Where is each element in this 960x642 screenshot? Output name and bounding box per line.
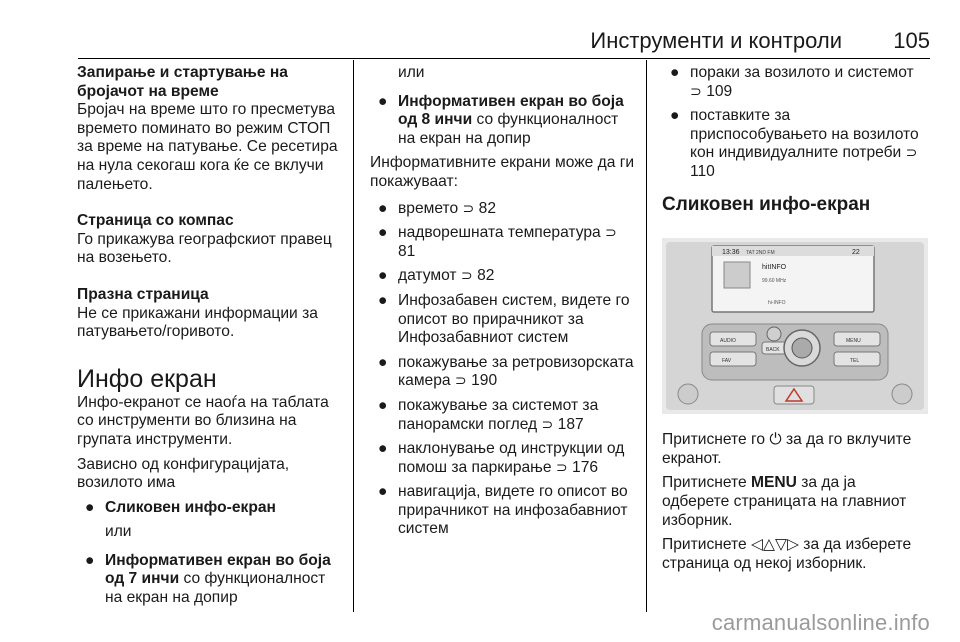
- press-menu-text: Притиснете MENU за да ја одберете страницата на главниот изборник.: [662, 474, 907, 529]
- list-item: ● поставките за приспособувањето на возилото кон индивидуалните потреби ⊃ 110: [670, 107, 919, 180]
- list-item: ● Информативен екран во боја од 8 инчи со функционалност на екран на допир: [378, 92, 624, 147]
- page-header: [0, 0, 960, 56]
- svg-text:AUDIO: AUDIO: [720, 337, 736, 344]
- page-ref-icon: ⊃: [462, 200, 479, 217]
- arrows-icon: ◁△▽▷: [750, 536, 799, 554]
- stopwatch-title: Запирање и стартување на бројачот на време: [77, 64, 288, 100]
- list-item: ● датумот ⊃ 82: [378, 267, 495, 285]
- svg-text:FAV: FAV: [722, 357, 732, 364]
- page-title: Инструменти и контроли: [590, 28, 842, 53]
- empty-page-text: Не се прикажани информации за патувањето/горивото.: [77, 304, 318, 341]
- list-item: ● Инфозабавен систем, видете го описот во прирачникот за Инфозабавниот систем: [378, 291, 630, 347]
- config-text: Зависно од конфигурацијата, возилото има: [77, 455, 290, 492]
- page-ref-icon: ⊃: [541, 416, 558, 433]
- page-ref[interactable]: 81: [398, 242, 416, 260]
- watermark: carmanualsonline.info: [711, 610, 930, 635]
- svg-text:hitINFO: hitINFO: [762, 263, 787, 271]
- page-ref-icon: ⊃: [454, 373, 472, 390]
- stopwatch-text: Бројач на време што го пресметува времето поминато во режим СТОП за време на патување. Се ресетира на нула секогаш кога ќе се вклучи палењето.: [77, 101, 338, 193]
- info-display-heading: Инфо екран: [77, 364, 217, 393]
- svg-text:99.60 MHz: 99.60 MHz: [762, 277, 787, 284]
- list-item: ● пораки за возилото и системот ⊃ 109: [670, 64, 914, 100]
- display-list-cont: [662, 64, 927, 182]
- page-ref[interactable]: 82: [478, 199, 497, 217]
- graphic-info-display-heading: Сликовен инфо-екран: [662, 193, 871, 215]
- page-ref[interactable]: 190: [471, 372, 498, 390]
- list-item: ● покажување за системот за панорамски поглед ⊃ 187: [378, 396, 599, 433]
- page-ref-icon: ⊃: [460, 268, 478, 285]
- or-text: или: [105, 523, 132, 541]
- svg-text:TAT 2ND FM: TAT 2ND FM: [746, 249, 775, 256]
- press-arrows-text: Притиснете ◁△▽▷ за да изберете страница од некој изборник.: [662, 536, 912, 572]
- compass-title: Страница со компас: [77, 212, 234, 230]
- page-ref-icon: ⊃: [605, 225, 617, 242]
- press-power-text: Притиснете го ⏻ за да го вклучите екранот.: [662, 431, 912, 467]
- info-display-figure: [662, 238, 928, 414]
- power-icon: ⏻: [769, 431, 782, 449]
- screen-time: 13:36: [722, 248, 740, 256]
- page-ref-icon: ⊃: [905, 145, 918, 162]
- svg-text:hi-INFO: hi-INFO: [768, 299, 786, 306]
- column-1: [77, 64, 343, 614]
- list-item: ● наклонување од инструкции од помош за паркирање ⊃ 176: [378, 440, 625, 476]
- column-2: [370, 64, 635, 545]
- header-rule: [78, 58, 930, 59]
- page-ref-icon: ⊃: [555, 459, 573, 476]
- display-list: [370, 200, 635, 540]
- svg-text:BACK: BACK: [766, 346, 780, 353]
- page-number: 105: [893, 28, 930, 53]
- svg-text:22: 22: [852, 248, 860, 256]
- list-item: ● времето ⊃ 82: [378, 199, 497, 217]
- or-text: или: [398, 64, 425, 81]
- empty-page-title: Празна страница: [77, 285, 209, 303]
- list-item: ● Сликовен инфо-екран: [85, 498, 276, 516]
- column-3: [662, 64, 927, 573]
- displays-intro: Информативните екрани може да ги покажуваат:: [370, 154, 635, 190]
- page-ref[interactable]: 109: [706, 82, 733, 100]
- list-item: ● навигација, видете го описот во прирачникот на инфозабавниот систем: [378, 483, 628, 538]
- svg-text:TEL: TEL: [850, 357, 860, 364]
- list-item: ● покажување за ретровизорската камера ⊃ 190: [378, 353, 634, 390]
- page-ref[interactable]: 176: [572, 458, 599, 476]
- svg-text:MENU: MENU: [846, 337, 861, 344]
- page-ref[interactable]: 110: [690, 162, 715, 180]
- column-divider-2: [646, 60, 647, 612]
- info-display-text: Инфо-екранот се наоѓа на таблата со инструменти во близина на групата инструменти.: [77, 393, 329, 448]
- compass-text: Го прикажува географскиот правец на возењето.: [77, 230, 332, 267]
- list-item: ● надворешната температура ⊃ 81: [378, 224, 617, 260]
- page-ref[interactable]: 82: [477, 267, 495, 285]
- list-item: ● Информативен екран во боја од 7 инчи со функционалност на екран на допир: [85, 551, 331, 607]
- column-divider-1: [353, 60, 354, 612]
- page-ref[interactable]: 187: [557, 415, 584, 433]
- page-ref-icon: ⊃: [690, 83, 707, 100]
